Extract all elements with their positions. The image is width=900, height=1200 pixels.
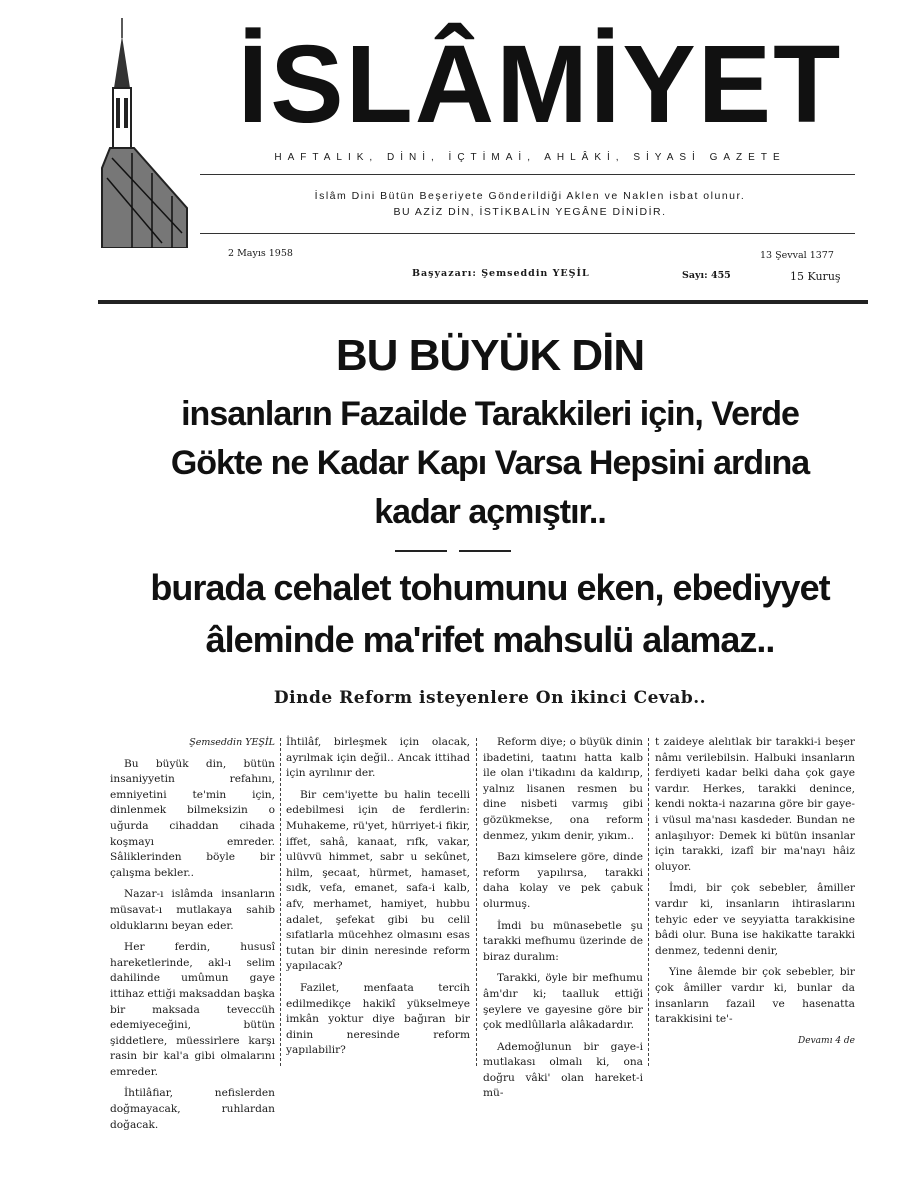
paragraph: Fazilet, menfaata tercih edilmedikçe hakikî yükselmeye imkân yoktur diye bağıran bir dinin neresinde reform yapılabilir? (286, 981, 470, 1057)
article-column-2 (286, 735, 470, 1065)
continued-note: Devamı 4 de (798, 1035, 855, 1046)
article-column-3 (483, 735, 643, 1108)
minaret-illustration (92, 18, 192, 248)
headline-separator (395, 550, 515, 552)
headline-line-4 (90, 490, 890, 534)
editor: Başyazarı: Şemseddin YEŞİL (412, 268, 590, 279)
article-column-1 (110, 735, 275, 1139)
divider (200, 174, 855, 175)
headline-text: burada cehalet tohumunu eken, ebediyyet (150, 567, 830, 608)
headline-line-1 (90, 330, 890, 382)
paragraph: t zaideye alelıtlak bir tarakki-i beşer nâmı verilebilsin. Halbuki insanların ferdiyeti kadar belki daha çok gaye vardır. Herkes, tarakki denince, kendi nokta-i nazarına göre bir gaye-i vüsul ma'nası kasdeder. Bundan ne anlaşılıyor: Demek ki bütün insanlar için tarakki, izafî bir ma'nayı hâiz oluyor. (655, 736, 855, 873)
headline-line-5 (90, 566, 890, 610)
byline: Şemseddin YEŞİL (189, 737, 275, 748)
paragraph: Reform diye; o büyük dinin ibadetini, taatını hatta kalb ile olan i'tikadını da kaldırıp, yalnız lisanen resmen bu dine nisbeti varmış gibi gözükmekse, ona reform denmez, yıkım denir, yıkım.. (483, 736, 643, 842)
issue-number: Sayı: 455 (682, 270, 731, 281)
paragraph: Nazar-ı islâmda insanların müsavat-ı mutlakaya sahib olduklarını beyan eder. (110, 888, 275, 932)
slogan-1: İslâm Dini Bütün Beşeriyete Gönderildiği Aklen ve Naklen isbat olunur. (314, 190, 746, 202)
paragraph: İmdi, bir çok sebebler, âmiller vardır ki, insanların ihtiraslarını tehyic eder ve seyyiatta tarakkisine bâdi olur. Buna ise hakikatte tarakki denmez, tedenni denir, (655, 882, 855, 957)
date-hijri: 13 Şevval 1377 (760, 250, 834, 261)
headline-line-2 (90, 392, 890, 436)
headline-text: BU BÜYÜK DİN (335, 331, 645, 380)
headline-text: kadar açmıştır.. (374, 493, 606, 531)
headline-line-3 (90, 441, 890, 485)
column-separator (648, 738, 649, 1068)
column-separator (476, 738, 477, 1068)
masthead-subtitle: HAFTALIK, DİNİ, İÇTİMAİ, AHLÂKİ, SİYASİ GAZETE (274, 152, 786, 163)
paragraph: Yine âlemde bir çok sebebler, bir çok âmiller vardır ki, bunlar da insanların fazail ve hasenatta tarakkisini te'- (655, 966, 855, 1026)
headline-text: âleminde ma'rifet mahsulü alamaz.. (205, 619, 775, 660)
headline-text: Gökte ne Kadar Kapı Varsa Hepsini ardına (170, 444, 810, 482)
price: 15 Kuruş (790, 270, 841, 283)
paragraph: İhtilâf, birleşmek için olacak, ayrılmak için değil.. Ancak ittihad için ayrılınır der. (286, 736, 470, 780)
slogan-2: BU AZİZ DİN, İSTİKBALİN YEGÂNE DİNİDİR. (393, 206, 667, 218)
subheadline: Dinde Reform isteyenlere On ikinci Cevab.. (273, 688, 707, 708)
date-gregorian: 2 Mayıs 1958 (228, 248, 293, 259)
paragraph: Tarakki, öyle bir mefhumu âm'dır ki; taalluk ettiği şeylere ve gayesine göre bir çok medlûllarla alâkadardır. (483, 972, 643, 1032)
paragraph: Bir cem'iyette bu halin tecelli edebilmesi için de ferdlerin: Muhakeme, rü'yet, hürriyet-i fikir, iffet, sahâ, kanaat, rıfk, vakar, ulüvvü himmet, sabr u sekûnet, hilm, şecaat, hürmet, hamaset, sıdk, vefa, emanet, safa-i kalb, afv, merhamet, hamiyet, hubbu adalet, şefekat gibi bu celil sıfatlarla mücehhez olmasını esas tutan bir dinin neresinde reform yapılacak? (286, 788, 470, 973)
column-separator (280, 738, 281, 1068)
masthead-title: İSLÂMİYET (237, 23, 843, 146)
paragraph: Bu büyük din, bütün insaniyyetin refahını, emniyetini te'min için, dinlenmek bilmeksizin o uğurda cihaddan cihada koşmayı emreder. Sâliklerinden böyle bir çalışma bekler.. (110, 757, 275, 879)
paragraph: İmdi bu münasebetle şu tarakki mefhumu üzerinde de biraz duralım: (483, 919, 643, 963)
headline-line-6 (90, 618, 890, 662)
headline-text: insanların Fazailde Tarakkileri için, Verde (181, 395, 799, 433)
article-column-4 (655, 735, 855, 1049)
thick-divider (98, 300, 868, 304)
paragraph: Bazı kimselere göre, dinde reform yapılırsa, tarakki daha kolay ve pek çabuk olurmuş. (483, 851, 643, 910)
paragraph: Her ferdin, hususî hareketlerinde, akl-ı selim dahilinde umûmun gaye ittihaz ettiği maksaddan başka bir maksada teveccüh edemiyeceğini, bütün şiddetlere, müessirlere karşı rasin bir kal'a gibi olmalarını emreder. (110, 941, 275, 1078)
paragraph: İhtilâfiar, nefislerden doğmayacak, ruhlardan doğacak. (110, 1087, 275, 1131)
paragraph: Ademoğlunun bir gaye-i mutlakası olmalı ki, ona doğru vâki' olan hareket-i mü- (483, 1040, 643, 1100)
divider (200, 233, 855, 234)
